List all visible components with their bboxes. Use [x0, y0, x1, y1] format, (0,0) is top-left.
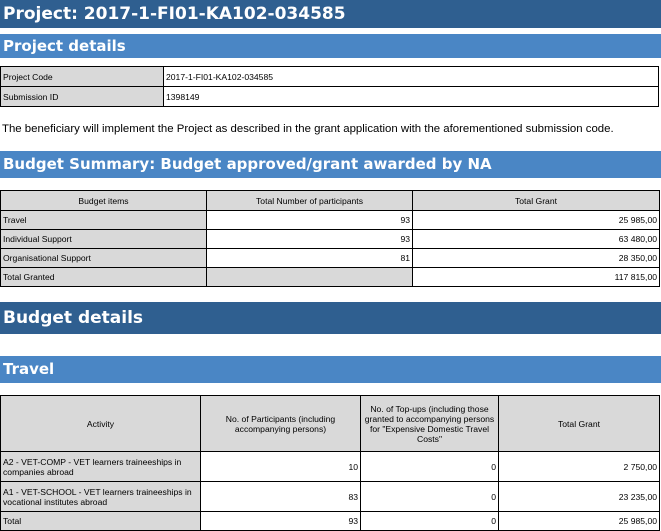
column-header: No. of Participants (including accompanying persons): [201, 396, 361, 452]
participants-count: 83: [201, 482, 361, 512]
section-project-details: Project details: [0, 34, 661, 58]
section-budget-details: Budget details: [0, 302, 661, 334]
budget-item: Organisational Support: [1, 249, 207, 268]
budget-item: Travel: [1, 211, 207, 230]
topups-count: 0: [361, 512, 499, 531]
column-header: Total Number of participants: [207, 191, 413, 211]
travel-table: [0, 395, 660, 531]
table-row: [1, 452, 660, 482]
table-row: [1, 268, 660, 287]
total-grant: 63 480,00: [413, 230, 660, 249]
table-row: [1, 211, 660, 230]
participants-count: 10: [201, 452, 361, 482]
column-header: No. of Top-ups (including those granted to accompanying persons for "Expensive Domestic Travel Costs": [361, 396, 499, 452]
activity: A1 - VET-SCHOOL - VET learners traineeships in vocational institutes abroad: [1, 482, 201, 512]
column-header: Activity: [1, 396, 201, 452]
total-grant: 23 235,00: [499, 482, 660, 512]
participants-count: 93: [201, 512, 361, 531]
budget-item: Total Granted: [1, 268, 207, 287]
table-header-row: [1, 191, 660, 211]
submission-id-label: Submission ID: [1, 87, 164, 107]
section-budget-summary: Budget Summary: Budget approved/grant awarded by NA: [0, 151, 661, 178]
table-row: [1, 482, 660, 512]
table-row: [1, 230, 660, 249]
table-header-row: [1, 396, 660, 452]
project-code-value: 2017-1-FI01-KA102-034585: [164, 67, 659, 87]
project-title: Project: 2017-1-FI01-KA102-034585: [0, 0, 661, 28]
topups-count: 0: [361, 482, 499, 512]
project-details-table: [0, 66, 659, 107]
table-row: [1, 249, 660, 268]
total-grant: 25 985,00: [499, 512, 660, 531]
total-grant: 28 350,00: [413, 249, 660, 268]
column-header: Total Grant: [499, 396, 660, 452]
activity: Total: [1, 512, 201, 531]
budget-item: Individual Support: [1, 230, 207, 249]
activity: A2 - VET-COMP - VET learners traineeships in companies abroad: [1, 452, 201, 482]
participants-count: 93: [207, 211, 413, 230]
topups-count: 0: [361, 452, 499, 482]
budget-summary-table: [0, 190, 660, 287]
participants-count: [207, 268, 413, 287]
participants-count: 81: [207, 249, 413, 268]
table-row: [1, 87, 659, 107]
column-header: Total Grant: [413, 191, 660, 211]
implementation-note: The beneficiary will implement the Project as described in the grant application with the aforementioned submission code.: [2, 123, 614, 135]
section-travel: Travel: [0, 356, 661, 383]
total-grant: 25 985,00: [413, 211, 660, 230]
total-grant: 117 815,00: [413, 268, 660, 287]
project-code-label: Project Code: [1, 67, 164, 87]
total-grant: 2 750,00: [499, 452, 660, 482]
column-header: Budget items: [1, 191, 207, 211]
submission-id-value: 1398149: [164, 87, 659, 107]
table-row: [1, 512, 660, 531]
table-row: [1, 67, 659, 87]
participants-count: 93: [207, 230, 413, 249]
